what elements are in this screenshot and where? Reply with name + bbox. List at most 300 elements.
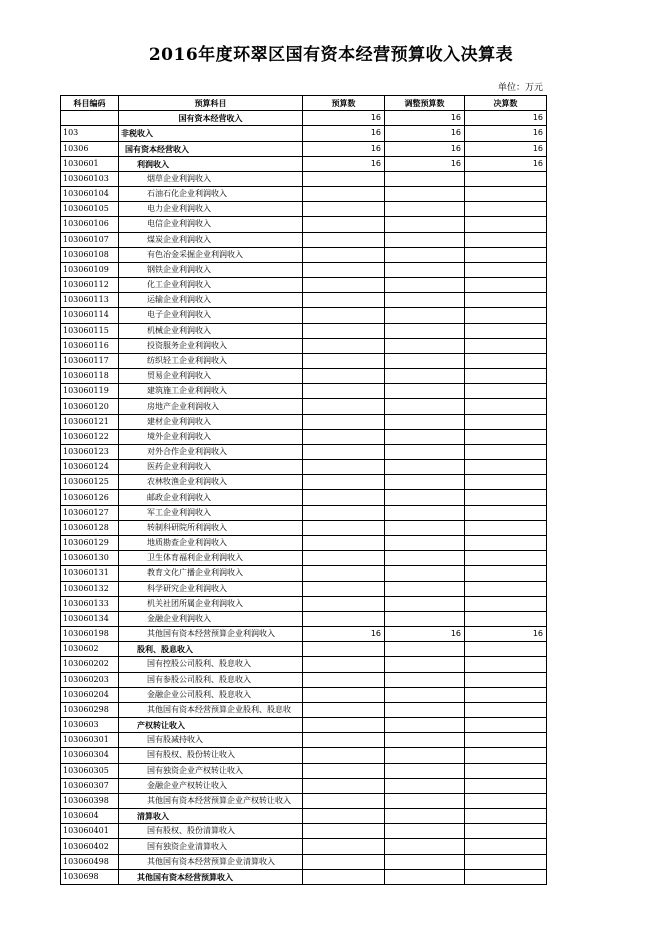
row-final <box>465 232 547 247</box>
table-row <box>61 581 547 596</box>
table-row <box>61 824 547 839</box>
header-code: 科目编码 <box>61 96 119 111</box>
unit-label: 单位：万元 <box>498 83 544 93</box>
table-row <box>61 338 547 353</box>
row-code: 103060129 <box>61 535 119 550</box>
table-row <box>61 551 547 566</box>
row-code: 1030602 <box>61 642 119 657</box>
row-code: 103060127 <box>61 505 119 520</box>
row-final <box>465 778 547 793</box>
row-final <box>465 566 547 581</box>
row-budget <box>303 338 385 353</box>
row-adjusted <box>385 718 465 733</box>
table-row <box>61 187 547 202</box>
row-item: 产权转让收入 <box>119 718 303 733</box>
row-item: 房地产企业利润收入 <box>119 399 303 414</box>
row-adjusted <box>385 566 465 581</box>
row-budget <box>303 293 385 308</box>
row-code: 103060104 <box>61 187 119 202</box>
table-row <box>61 171 547 186</box>
table-row <box>61 505 547 520</box>
row-item: 教育文化广播企业利润收入 <box>119 566 303 581</box>
row-code: 103060128 <box>61 520 119 535</box>
row-item: 金融企业利润收入 <box>119 611 303 626</box>
row-code: 103 <box>61 126 119 141</box>
table-row <box>61 839 547 854</box>
table-row <box>61 490 547 505</box>
row-adjusted <box>385 460 465 475</box>
table-row <box>61 460 547 475</box>
row-item: 境外企业利润收入 <box>119 429 303 444</box>
row-budget <box>303 490 385 505</box>
row-adjusted <box>385 171 465 186</box>
table-row <box>61 293 547 308</box>
row-item: 贸易企业利润收入 <box>119 369 303 384</box>
row-adjusted <box>385 778 465 793</box>
row-item: 运输企业利润收入 <box>119 293 303 308</box>
row-budget <box>303 520 385 535</box>
row-final <box>465 702 547 717</box>
row-code: 1030601 <box>61 156 119 171</box>
row-item: 科学研究企业利润收入 <box>119 581 303 596</box>
table-row <box>61 141 547 156</box>
row-adjusted <box>385 490 465 505</box>
table-row <box>61 232 547 247</box>
row-code: 103060118 <box>61 369 119 384</box>
table-row <box>61 627 547 642</box>
table-row <box>61 111 547 126</box>
row-adjusted <box>385 687 465 702</box>
row-budget <box>303 202 385 217</box>
table-row <box>61 202 547 217</box>
row-budget: 16 <box>303 627 385 642</box>
row-code: 103060132 <box>61 581 119 596</box>
row-code: 103060402 <box>61 839 119 854</box>
row-item: 其他国有资本经营预算企业产权转让收入 <box>119 793 303 808</box>
row-adjusted <box>385 293 465 308</box>
row-adjusted <box>385 414 465 429</box>
row-budget <box>303 551 385 566</box>
row-item: 国有独资企业清算收入 <box>119 839 303 854</box>
row-budget <box>303 748 385 763</box>
row-item: 利润收入 <box>119 156 303 171</box>
table-row <box>61 475 547 490</box>
row-budget <box>303 475 385 490</box>
row-code: 103060123 <box>61 444 119 459</box>
row-item: 金融企业产权转让收入 <box>119 778 303 793</box>
row-budget <box>303 414 385 429</box>
row-item: 烟草企业利润收入 <box>119 171 303 186</box>
row-item: 邮政企业利润收入 <box>119 490 303 505</box>
row-budget <box>303 778 385 793</box>
row-item: 有色冶金采掘企业利润收入 <box>119 247 303 262</box>
row-budget <box>303 460 385 475</box>
row-adjusted <box>385 202 465 217</box>
row-budget: 16 <box>303 126 385 141</box>
row-code: 1030604 <box>61 809 119 824</box>
table-row <box>61 672 547 687</box>
row-adjusted: 16 <box>385 156 465 171</box>
row-budget <box>303 353 385 368</box>
row-item: 建筑施工企业利润收入 <box>119 384 303 399</box>
row-code: 103060304 <box>61 748 119 763</box>
table-row <box>61 444 547 459</box>
row-budget <box>303 399 385 414</box>
row-code: 103060126 <box>61 490 119 505</box>
row-adjusted <box>385 262 465 277</box>
row-final <box>465 672 547 687</box>
row-item: 非税收入 <box>119 126 303 141</box>
row-final <box>465 414 547 429</box>
row-code: 103060131 <box>61 566 119 581</box>
row-adjusted <box>385 353 465 368</box>
row-code: 103060134 <box>61 611 119 626</box>
row-item: 机关社团所属企业利润收入 <box>119 596 303 611</box>
row-budget <box>303 687 385 702</box>
row-item: 转制科研院所利润收入 <box>119 520 303 535</box>
row-code <box>61 111 119 126</box>
table-row <box>61 217 547 232</box>
row-final <box>465 460 547 475</box>
row-budget <box>303 718 385 733</box>
row-adjusted <box>385 323 465 338</box>
row-code: 103060113 <box>61 293 119 308</box>
row-budget <box>303 278 385 293</box>
row-item: 医药企业利润收入 <box>119 460 303 475</box>
row-code: 103060116 <box>61 338 119 353</box>
row-budget <box>303 217 385 232</box>
row-adjusted <box>385 854 465 869</box>
row-adjusted <box>385 581 465 596</box>
row-code: 103060130 <box>61 551 119 566</box>
table-header-row <box>61 96 547 111</box>
row-final <box>465 202 547 217</box>
row-budget <box>303 809 385 824</box>
table-row <box>61 611 547 626</box>
row-final <box>465 247 547 262</box>
page-title: 2016年度环翠区国有资本经营预算收入决算表 <box>148 45 514 65</box>
row-code: 103060203 <box>61 672 119 687</box>
table-row <box>61 247 547 262</box>
row-adjusted <box>385 217 465 232</box>
row-adjusted: 16 <box>385 627 465 642</box>
row-final <box>465 187 547 202</box>
row-budget <box>303 247 385 262</box>
row-code: 103060125 <box>61 475 119 490</box>
row-adjusted <box>385 657 465 672</box>
row-budget <box>303 581 385 596</box>
row-budget <box>303 369 385 384</box>
row-final <box>465 596 547 611</box>
table-row <box>61 748 547 763</box>
table-row <box>61 687 547 702</box>
row-adjusted: 16 <box>385 141 465 156</box>
row-adjusted <box>385 247 465 262</box>
row-item: 其他国有资本经营预算企业清算收入 <box>119 854 303 869</box>
row-code: 103060401 <box>61 824 119 839</box>
row-budget <box>303 839 385 854</box>
row-budget <box>303 262 385 277</box>
table-row <box>61 596 547 611</box>
row-final <box>465 551 547 566</box>
row-item: 地质勘查企业利润收入 <box>119 535 303 550</box>
row-final <box>465 763 547 778</box>
row-code: 103060133 <box>61 596 119 611</box>
row-adjusted <box>385 429 465 444</box>
row-code: 103060301 <box>61 733 119 748</box>
row-item: 机械企业利润收入 <box>119 323 303 338</box>
header-budget: 预算数 <box>303 96 385 111</box>
row-code: 103060112 <box>61 278 119 293</box>
row-budget <box>303 733 385 748</box>
table-row <box>61 308 547 323</box>
row-budget <box>303 611 385 626</box>
row-final <box>465 369 547 384</box>
row-final: 16 <box>465 627 547 642</box>
table-row <box>61 763 547 778</box>
row-adjusted: 16 <box>385 111 465 126</box>
row-code: 103060120 <box>61 399 119 414</box>
row-code: 103060198 <box>61 627 119 642</box>
row-item: 电信企业利润收入 <box>119 217 303 232</box>
row-adjusted <box>385 809 465 824</box>
row-final <box>465 733 547 748</box>
row-item: 国有控股公司股利、股息收入 <box>119 657 303 672</box>
row-final: 16 <box>465 156 547 171</box>
row-final <box>465 262 547 277</box>
row-code: 103060398 <box>61 793 119 808</box>
row-budget <box>303 535 385 550</box>
row-adjusted <box>385 793 465 808</box>
row-final <box>465 748 547 763</box>
row-code: 103060121 <box>61 414 119 429</box>
row-item: 其他国有资本经营预算企业股利、股息收 <box>119 702 303 717</box>
row-adjusted <box>385 369 465 384</box>
row-code: 103060103 <box>61 171 119 186</box>
row-budget <box>303 187 385 202</box>
row-item: 清算收入 <box>119 809 303 824</box>
table-row <box>61 156 547 171</box>
row-code: 103060498 <box>61 854 119 869</box>
row-adjusted <box>385 308 465 323</box>
row-budget: 16 <box>303 156 385 171</box>
table-row <box>61 702 547 717</box>
table-row <box>61 793 547 808</box>
row-code: 103060108 <box>61 247 119 262</box>
row-final <box>465 520 547 535</box>
row-final <box>465 278 547 293</box>
row-adjusted <box>385 733 465 748</box>
row-adjusted <box>385 187 465 202</box>
row-final <box>465 505 547 520</box>
row-adjusted <box>385 642 465 657</box>
table-row <box>61 718 547 733</box>
row-item: 煤炭企业利润收入 <box>119 232 303 247</box>
row-adjusted <box>385 748 465 763</box>
table-row <box>61 369 547 384</box>
row-code: 103060307 <box>61 778 119 793</box>
header-item: 预算科目 <box>119 96 303 111</box>
row-code: 103060114 <box>61 308 119 323</box>
row-code: 103060298 <box>61 702 119 717</box>
table-row <box>61 262 547 277</box>
row-budget <box>303 429 385 444</box>
table-row <box>61 854 547 869</box>
row-final <box>465 824 547 839</box>
row-code: 103060119 <box>61 384 119 399</box>
header-adjusted: 调整预算数 <box>385 96 465 111</box>
row-item: 电子企业利润收入 <box>119 308 303 323</box>
row-final <box>465 793 547 808</box>
row-budget <box>303 869 385 884</box>
row-adjusted <box>385 869 465 884</box>
row-final <box>465 869 547 884</box>
table-row <box>61 566 547 581</box>
row-code: 103060202 <box>61 657 119 672</box>
row-budget <box>303 763 385 778</box>
row-adjusted <box>385 839 465 854</box>
row-final <box>465 611 547 626</box>
row-budget <box>303 596 385 611</box>
row-final <box>465 399 547 414</box>
row-final <box>465 687 547 702</box>
row-final <box>465 384 547 399</box>
row-code: 103060115 <box>61 323 119 338</box>
row-code: 10306 <box>61 141 119 156</box>
row-final <box>465 581 547 596</box>
row-budget: 16 <box>303 111 385 126</box>
row-item: 国有股权、股份清算收入 <box>119 824 303 839</box>
table-row <box>61 642 547 657</box>
row-item: 钢铁企业利润收入 <box>119 262 303 277</box>
row-adjusted <box>385 611 465 626</box>
table-row <box>61 384 547 399</box>
row-budget <box>303 854 385 869</box>
row-code: 103060105 <box>61 202 119 217</box>
row-adjusted <box>385 551 465 566</box>
table-row <box>61 520 547 535</box>
table-body <box>61 111 547 885</box>
row-adjusted <box>385 232 465 247</box>
row-budget <box>303 444 385 459</box>
row-item: 国有股减持收入 <box>119 733 303 748</box>
row-adjusted <box>385 384 465 399</box>
row-code: 103060117 <box>61 353 119 368</box>
row-final <box>465 338 547 353</box>
table-row <box>61 657 547 672</box>
row-item: 对外合作企业利润收入 <box>119 444 303 459</box>
row-adjusted <box>385 535 465 550</box>
row-item: 石油石化企业利润收入 <box>119 187 303 202</box>
row-final <box>465 171 547 186</box>
row-item: 纺织轻工企业利润收入 <box>119 353 303 368</box>
row-budget <box>303 232 385 247</box>
budget-table <box>60 95 547 885</box>
row-adjusted <box>385 399 465 414</box>
row-budget <box>303 824 385 839</box>
row-budget <box>303 323 385 338</box>
row-budget <box>303 672 385 687</box>
row-code: 103060124 <box>61 460 119 475</box>
table-row <box>61 809 547 824</box>
row-final <box>465 809 547 824</box>
row-code: 1030698 <box>61 869 119 884</box>
row-code: 103060109 <box>61 262 119 277</box>
row-item: 化工企业利润收入 <box>119 278 303 293</box>
row-adjusted <box>385 824 465 839</box>
row-adjusted <box>385 596 465 611</box>
row-final: 16 <box>465 141 547 156</box>
row-budget <box>303 642 385 657</box>
table-row <box>61 535 547 550</box>
table-row <box>61 399 547 414</box>
row-adjusted <box>385 672 465 687</box>
row-final <box>465 475 547 490</box>
row-code: 103060204 <box>61 687 119 702</box>
row-adjusted <box>385 278 465 293</box>
row-item: 建材企业利润收入 <box>119 414 303 429</box>
table-row <box>61 429 547 444</box>
row-final: 16 <box>465 111 547 126</box>
row-item: 投资服务企业利润收入 <box>119 338 303 353</box>
row-code: 103060122 <box>61 429 119 444</box>
row-budget <box>303 566 385 581</box>
row-item: 其他国有资本经营预算收入 <box>119 869 303 884</box>
row-budget <box>303 657 385 672</box>
row-final <box>465 657 547 672</box>
row-budget <box>303 308 385 323</box>
table-row <box>61 869 547 884</box>
row-adjusted <box>385 520 465 535</box>
row-adjusted <box>385 338 465 353</box>
row-adjusted <box>385 763 465 778</box>
row-final <box>465 535 547 550</box>
row-final <box>465 353 547 368</box>
row-final <box>465 642 547 657</box>
table-row <box>61 278 547 293</box>
row-final <box>465 293 547 308</box>
row-final <box>465 323 547 338</box>
row-budget: 16 <box>303 141 385 156</box>
table-row <box>61 778 547 793</box>
row-final <box>465 308 547 323</box>
row-item: 股利、股息收入 <box>119 642 303 657</box>
row-adjusted <box>385 444 465 459</box>
row-final <box>465 429 547 444</box>
header-final: 决算数 <box>465 96 547 111</box>
row-budget <box>303 171 385 186</box>
row-budget <box>303 702 385 717</box>
row-item: 金融企业公司股利、股息收入 <box>119 687 303 702</box>
row-item: 国有股权、股份转让收入 <box>119 748 303 763</box>
row-budget <box>303 505 385 520</box>
row-code: 103060305 <box>61 763 119 778</box>
row-item: 农林牧渔企业利润收入 <box>119 475 303 490</box>
row-code: 103060106 <box>61 217 119 232</box>
row-item: 国有独资企业产权转让收入 <box>119 763 303 778</box>
row-code: 103060107 <box>61 232 119 247</box>
row-adjusted <box>385 702 465 717</box>
table-row <box>61 353 547 368</box>
table-row <box>61 323 547 338</box>
row-adjusted <box>385 505 465 520</box>
table-row <box>61 414 547 429</box>
row-final <box>465 217 547 232</box>
row-item: 卫生体育福利企业利润收入 <box>119 551 303 566</box>
table-row <box>61 126 547 141</box>
row-final: 16 <box>465 126 547 141</box>
row-item: 其他国有资本经营预算企业利润收入 <box>119 627 303 642</box>
